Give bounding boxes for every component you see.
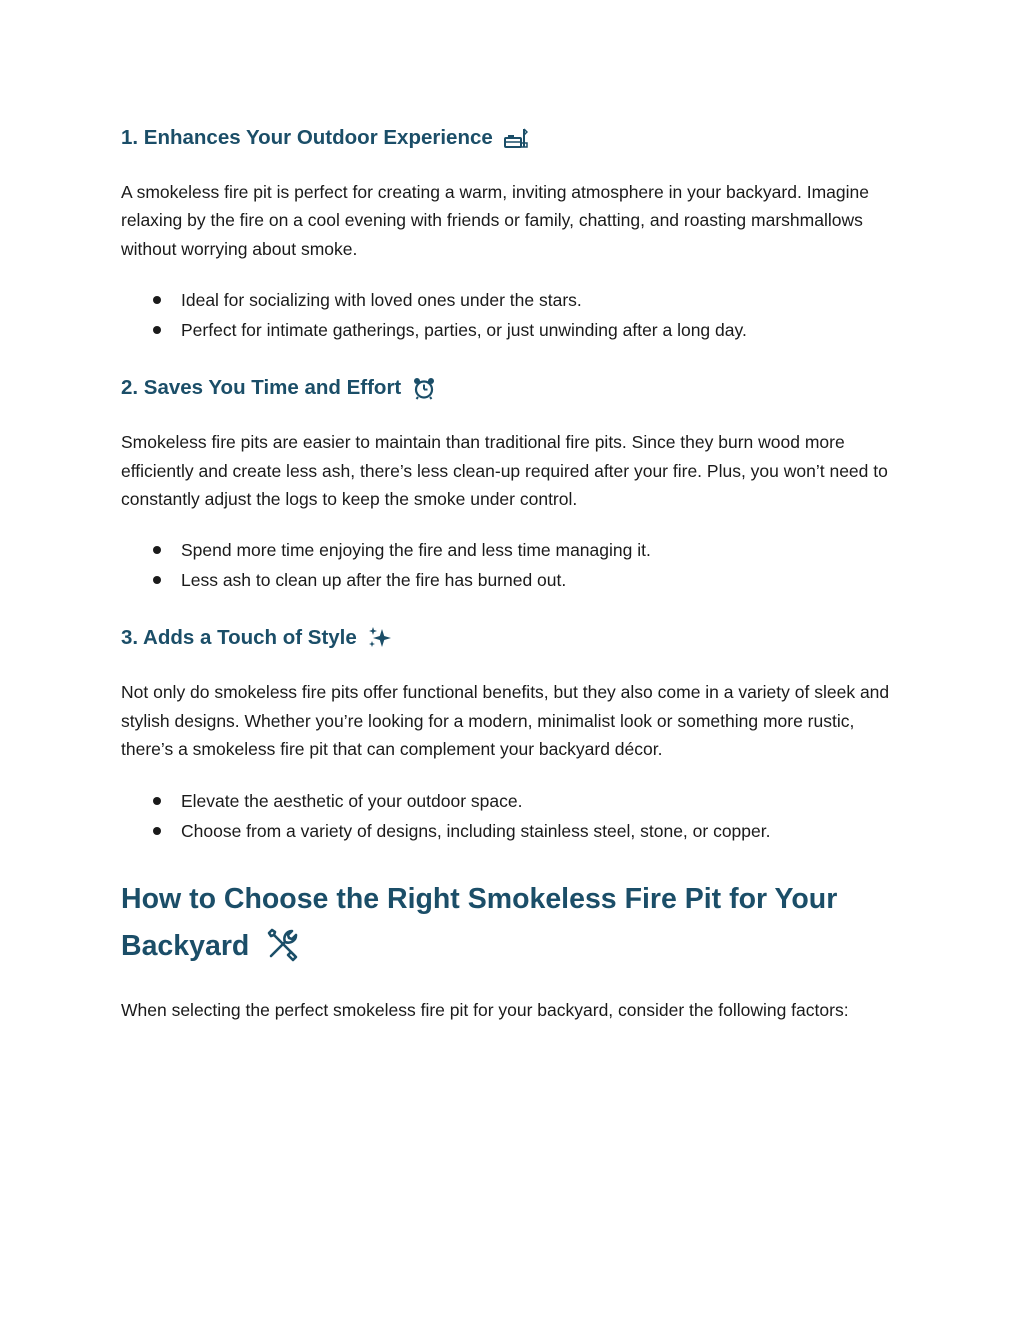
section-heading-3 <box>121 622 911 654</box>
list-item: Perfect for intimate gatherings, parties, or just unwinding after a long day. <box>121 315 911 345</box>
list-item: Less ash to clean up after the fire has burned out. <box>121 565 911 595</box>
section-bullet-list-1 <box>121 285 911 345</box>
closing-paragraph: When selecting the perfect smokeless fire pit for your backyard, consider the following factors: <box>121 999 849 1020</box>
list-item: Spend more time enjoying the fire and less time managing it. <box>121 535 911 565</box>
list-item: Elevate the aesthetic of your outdoor space. <box>121 786 911 816</box>
bullet-icon <box>153 827 161 835</box>
section-heading-3-text: 3. Adds a Touch of Style <box>121 626 357 650</box>
section-paragraph-3: Not only do smokeless fire pits offer functional benefits, but they also come in a variety of sleek and stylish designs. Whether you’re looking for a modern, minimalist look or something more rustic, there’s a smokeless fire pit that can complement your backyard décor. <box>121 682 890 760</box>
sparkles-icon <box>367 625 393 651</box>
main-heading-text: How to Choose the Right Smokeless Fire Pit for Your Backyard <box>121 882 838 962</box>
bullet-icon <box>153 326 161 334</box>
section-paragraph-2: Smokeless fire pits are easier to maintain than traditional fire pits. Since they burn wood more efficiently and create less ash, there’s less clean-up required after your fire. Plus, you won’t need to constantly adjust the logs to keep the smoke under control. <box>121 432 888 510</box>
section-heading-1 <box>121 122 911 154</box>
document-content <box>121 122 911 1024</box>
bullet-icon <box>153 797 161 805</box>
section-heading-2-text: 2. Saves You Time and Effort <box>121 376 402 400</box>
section-heading-1-text: 1. Enhances Your Outdoor Experience <box>121 126 493 149</box>
camping-icon <box>503 125 529 151</box>
section-heading-2 <box>121 372 911 404</box>
section-paragraph-1: A smokeless fire pit is perfect for creating a warm, inviting atmosphere in your backyard. Imagine relaxing by the fire on a cool evening with friends or family, chatting, and roasting marshmallows without worrying about smoke. <box>121 182 869 259</box>
list-item: Ideal for socializing with loved ones under the stars. <box>121 285 911 315</box>
tools-icon <box>265 926 301 962</box>
alarm-clock-icon <box>411 375 437 401</box>
main-heading <box>121 876 911 970</box>
section-bullet-list-3 <box>121 786 911 846</box>
bullet-icon <box>153 576 161 584</box>
bullet-icon <box>153 296 161 304</box>
list-item: Choose from a variety of designs, including stainless steel, stone, or copper. <box>121 816 911 846</box>
bullet-icon <box>153 546 161 554</box>
section-bullet-list-2 <box>121 535 911 595</box>
